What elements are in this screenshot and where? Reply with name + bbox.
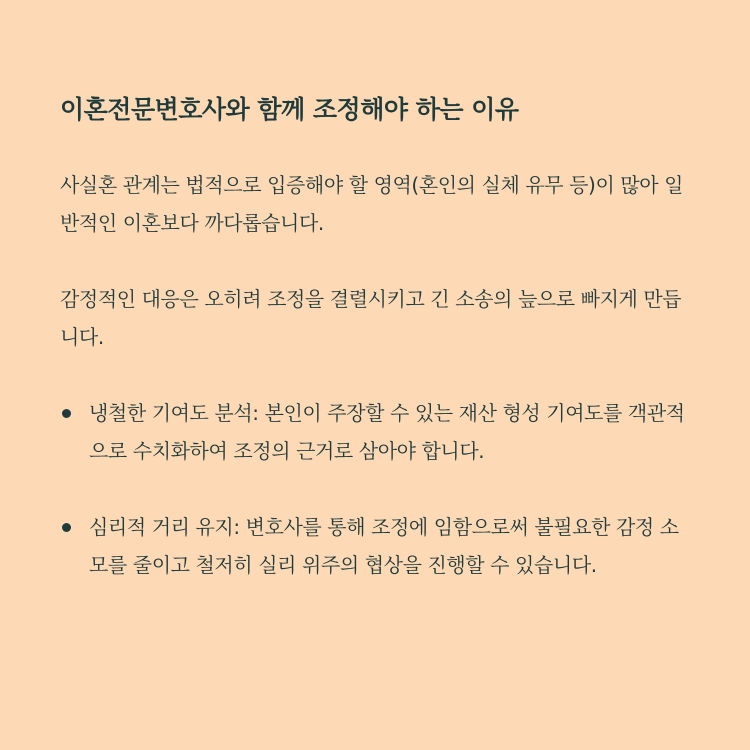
- bullet-list: [60, 394, 696, 584]
- page-title: 이혼전문변호사와 함께 조정해야 하는 이유: [60, 95, 519, 124]
- paragraph-spacer: [60, 242, 696, 280]
- paragraph-common-law-marriage: 사실혼 관계는 법적으로 입증해야 할 영역(혼인의 실체 유무 등)이 많아 일반적인 이혼보다 까다롭습니다.: [60, 173, 684, 235]
- bullet-text: 냉철한 기여도 분석: 본인이 주장할 수 있는 재산 형성 기여도를 객관적으로 수치화하여 조정의 근거로 삼아야 합니다.: [89, 401, 685, 463]
- bullet-dot-icon: [62, 523, 71, 532]
- bullet-item-distance: [60, 508, 696, 584]
- bullet-item-contribution: [60, 394, 696, 470]
- content-card: [60, 92, 696, 584]
- bullet-text: 심리적 거리 유지: 변호사를 통해 조정에 임함으로써 불필요한 감정 소모를 줄이고 철저히 실리 위주의 협상을 진행할 수 있습니다.: [89, 515, 679, 577]
- paragraph-spacer: [60, 356, 696, 394]
- bullet-dot-icon: [62, 409, 71, 418]
- paragraph-emotional-response: 감정적인 대응은 오히려 조정을 결렬시키고 긴 소송의 늪으로 빠지게 만듭니다.: [60, 287, 682, 349]
